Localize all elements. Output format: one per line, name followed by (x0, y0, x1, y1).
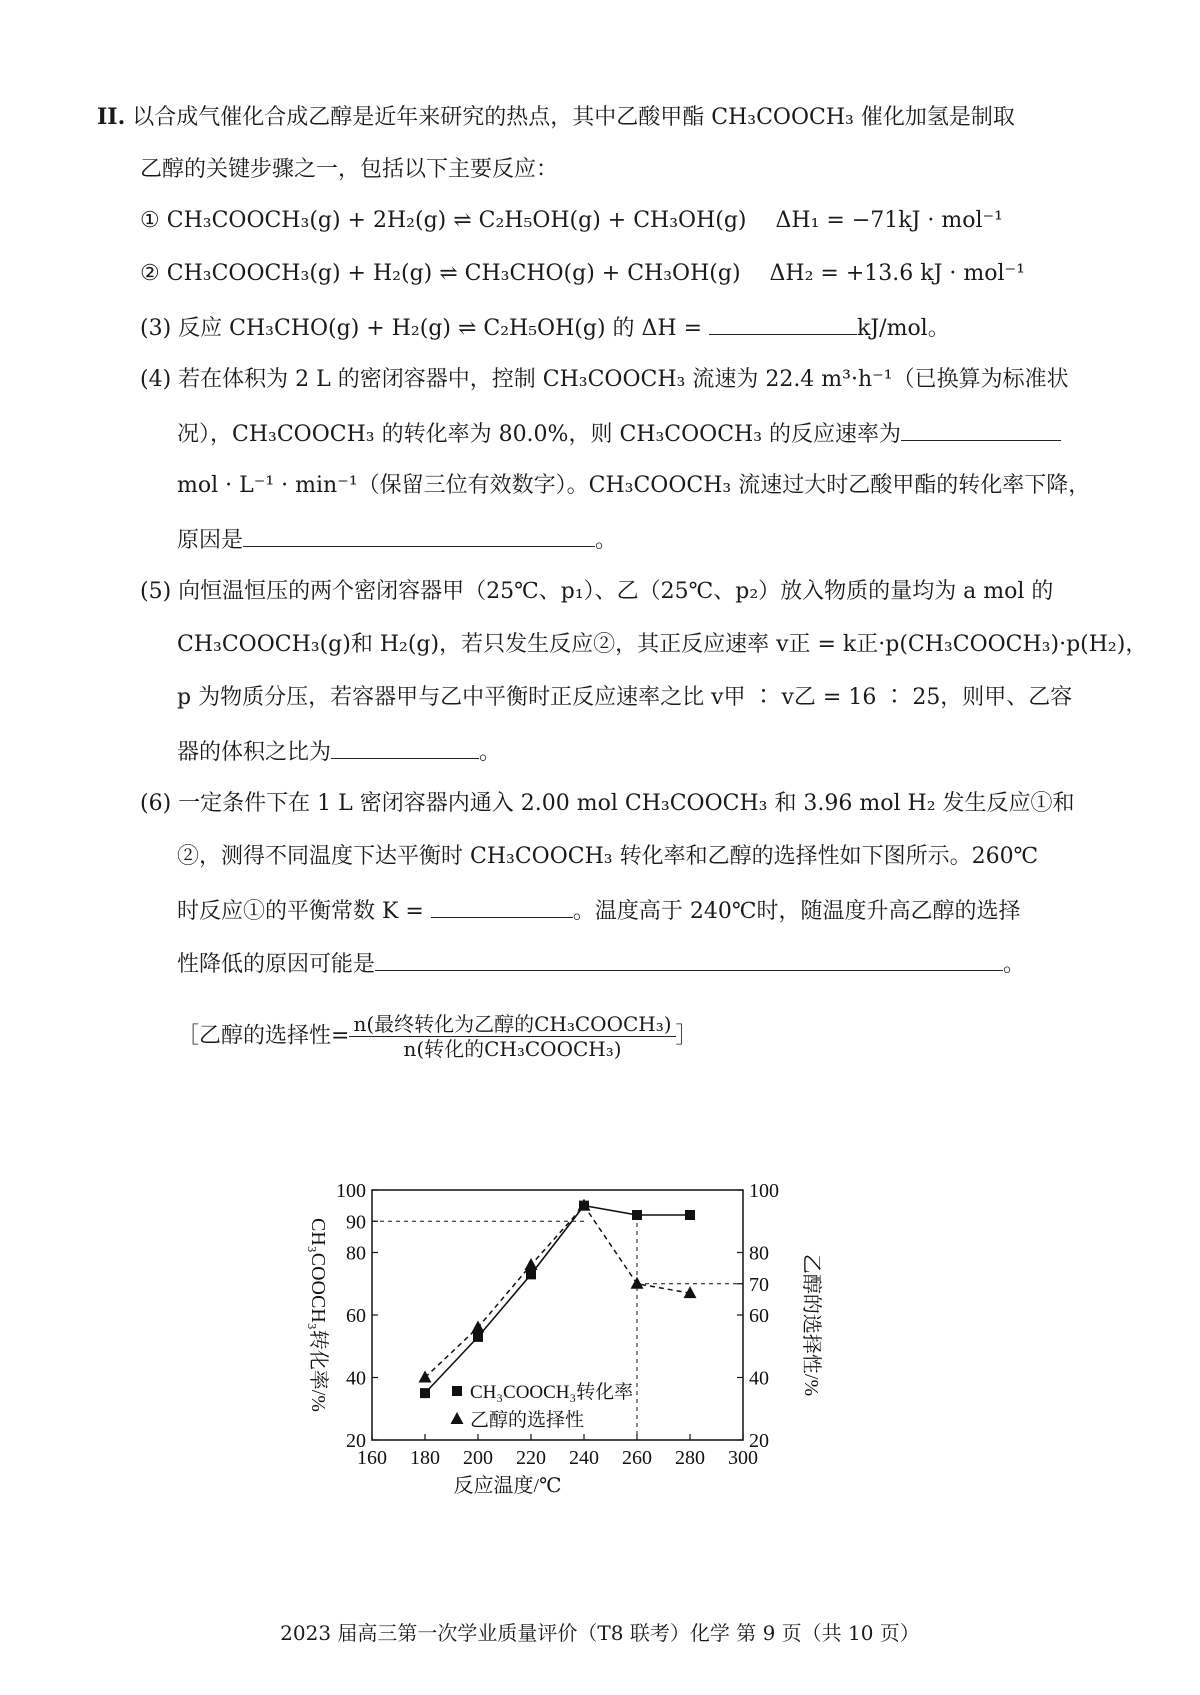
y-axis-label-right: 乙醇的选择性/% (800, 1253, 822, 1397)
formula-fraction (349, 1012, 675, 1061)
answer-blank-q4-rate[interactable] (901, 418, 1061, 441)
question-4-line-4 (177, 524, 617, 556)
page-footer: 2023 届高三第一次学业质量评价（T8 联考）化学 第 9 页（共 10 页） (280, 1621, 920, 1645)
y-tick-label-right: 80 (749, 1242, 769, 1265)
question-5-line-1 (140, 577, 1053, 607)
section-intro-line-2: 乙醇的关键步骤之一，包括以下主要反应： (140, 157, 559, 182)
formula-prefix: ［乙醇的选择性= (177, 1023, 350, 1049)
data-point-conversion (526, 1269, 536, 1279)
question-4-text-1: 若在体积为 2 L 的密闭容器中，控制 CH₃COOCH₃ 流速为 22.4 m³·h⁻¹（已换算为标准状 (178, 367, 1069, 392)
question-6-text-1: 一定条件下在 1 L 密闭容器内通入 2.00 mol CH₃COOCH₃ 和 3.96 mol H₂ 发生反应①和 (178, 791, 1075, 816)
series-line-conversion (584, 1206, 637, 1215)
y-tick-label-left: 90 (346, 1211, 366, 1234)
data-point-conversion (632, 1210, 642, 1220)
question-6-line-3 (177, 895, 1020, 927)
section-label: II. (97, 104, 126, 130)
data-point-selectivity (525, 1258, 538, 1270)
y-tick-label-left: 40 (346, 1367, 366, 1390)
data-point-conversion (685, 1210, 695, 1220)
question-6-line-2: ②，测得不同温度下达平衡时 CH₃COOCH₃ 转化率和乙醇的选择性如下图所示。260℃ (177, 844, 1039, 869)
y-axis-label-left: CH₃COOCH₃转化率/% (307, 1218, 329, 1412)
reaction-1-number: ① (140, 208, 160, 233)
reaction-2-enthalpy: ΔH₂ = +13.6 kJ · mol⁻¹ (769, 261, 1025, 286)
data-point-selectivity (684, 1286, 697, 1298)
legend-label-selectivity: 乙醇的选择性 (470, 1410, 585, 1431)
question-4-text-2: 况），CH₃COOCH₃ 的转化率为 80.0%，则 CH₃COOCH₃ 的反应速率为 (177, 422, 902, 447)
reaction-1-equation: CH₃COOCH₃(g) + 2H₂(g) ⇌ C₂H₅OH(g) + CH₃OH(g) (166, 208, 747, 233)
y-tick-label-left: 60 (346, 1305, 366, 1327)
data-point-selectivity (472, 1321, 485, 1333)
section-intro-text: 以合成气催化合成乙醇是近年来研究的热点，其中乙酸甲酯 CH₃COOCH₃ 催化加氢是制取 (132, 105, 1015, 130)
question-5-line-4 (177, 736, 501, 768)
question-6-period: 。 (1003, 952, 1026, 977)
data-point-conversion (420, 1388, 430, 1398)
question-5-number: (5) (140, 579, 172, 604)
data-point-selectivity (631, 1277, 644, 1289)
question-4-line-2 (177, 418, 1061, 450)
legend-marker-selectivity (451, 1412, 464, 1424)
question-3-number: (3) (140, 316, 172, 341)
x-tick-label: 240 (569, 1447, 599, 1469)
x-tick-label: 160 (357, 1447, 387, 1469)
section-intro-line-1 (97, 102, 1015, 133)
question-4-number: (4) (140, 367, 172, 392)
y-tick-label-right: 70 (749, 1273, 769, 1296)
legend-label-conversion: CH₃COOCH₃转化率 (470, 1382, 634, 1403)
reaction-2 (140, 259, 1025, 289)
y-tick-label-right: 60 (749, 1305, 769, 1327)
reaction-1-enthalpy: ΔH₁ = −71kJ · mol⁻¹ (775, 208, 1003, 233)
answer-blank-q3[interactable] (709, 312, 857, 335)
question-5-text-1: 向恒温恒压的两个密闭容器甲（25℃、p₁）、乙（25℃、p₂）放入物质的量均为 a mol 的 (178, 579, 1054, 604)
legend-marker-conversion (452, 1386, 462, 1396)
question-6-number: (6) (140, 791, 172, 816)
question-3-text: 反应 CH₃CHO(g) + H₂(g) ⇌ C₂H₅OH(g) 的 ΔH = (178, 316, 703, 341)
selectivity-formula (177, 1012, 698, 1061)
formula-numerator: n(最终转化为乙醇的CH₃COOCH₃) (349, 1012, 675, 1037)
data-point-selectivity (419, 1371, 432, 1383)
x-tick-label: 300 (728, 1447, 758, 1469)
y-tick-label-right: 40 (749, 1367, 769, 1390)
question-6-line-4 (177, 948, 1025, 980)
answer-blank-q5[interactable] (331, 736, 479, 759)
question-5-line-2: CH₃COOCH₃(g)和 H₂(g)，若只发生反应②，其正反应速率 v正 = k正·p(CH₃COOCH₃)·p(H₂)， (177, 632, 1148, 657)
answer-blank-q6-reason[interactable] (375, 948, 1003, 971)
series-line-conversion (425, 1206, 584, 1394)
question-4-period: 。 (595, 528, 618, 553)
x-tick-label: 220 (516, 1447, 546, 1469)
x-tick-label: 180 (410, 1447, 440, 1469)
question-6-line-1 (140, 789, 1075, 819)
y-tick-label-right: 100 (749, 1180, 779, 1202)
answer-blank-q4-reason[interactable] (243, 524, 595, 547)
y-tick-label-left: 20 (346, 1430, 366, 1452)
question-6-text-4: 性降低的原因可能是 (177, 952, 376, 977)
question-4-line-1 (140, 365, 1069, 395)
data-point-conversion (473, 1332, 483, 1342)
formula-denominator: n(转化的CH₃COOCH₃) (403, 1037, 622, 1061)
y-tick-label-right: 20 (749, 1430, 769, 1452)
question-6-text-3a: 时反应①的平衡常数 K = (177, 899, 424, 924)
question-4-line-3: mol · L⁻¹ · min⁻¹（保留三位有效数字）。CH₃COOCH₃ 流速过大时乙酸甲酯的转化率下降， (177, 473, 1091, 498)
x-axis-label: 反应温度/℃ (453, 1475, 562, 1497)
y-tick-label-left: 80 (346, 1242, 366, 1265)
formula-suffix: ］ (675, 1023, 698, 1049)
conversion-selectivity-chart (300, 1160, 860, 1520)
reaction-2-equation: CH₃COOCH₃(g) + H₂(g) ⇌ CH₃CHO(g) + CH₃OH(g) (166, 261, 741, 286)
question-3 (140, 312, 950, 344)
x-tick-label: 280 (675, 1447, 705, 1469)
question-5-line-3: p 为物质分压，若容器甲与乙中平衡时正反应速率之比 v甲 ∶ v乙 = 16 ∶ 25，则甲、乙容 (177, 685, 1073, 710)
answer-blank-q6-k[interactable] (431, 895, 573, 918)
question-5-period: 。 (479, 740, 502, 765)
reaction-2-number: ② (140, 261, 160, 286)
question-4-text-4: 原因是 (177, 528, 244, 553)
question-6-text-3b: 。温度高于 240℃时，随温度升高乙醇的选择 (572, 899, 1021, 924)
x-tick-label: 200 (463, 1447, 493, 1469)
reaction-1 (140, 206, 1003, 236)
question-3-unit: kJ/mol。 (857, 316, 950, 341)
question-5-text-4: 器的体积之比为 (177, 740, 332, 765)
x-tick-label: 260 (622, 1447, 652, 1469)
y-tick-label-left: 100 (336, 1180, 366, 1202)
